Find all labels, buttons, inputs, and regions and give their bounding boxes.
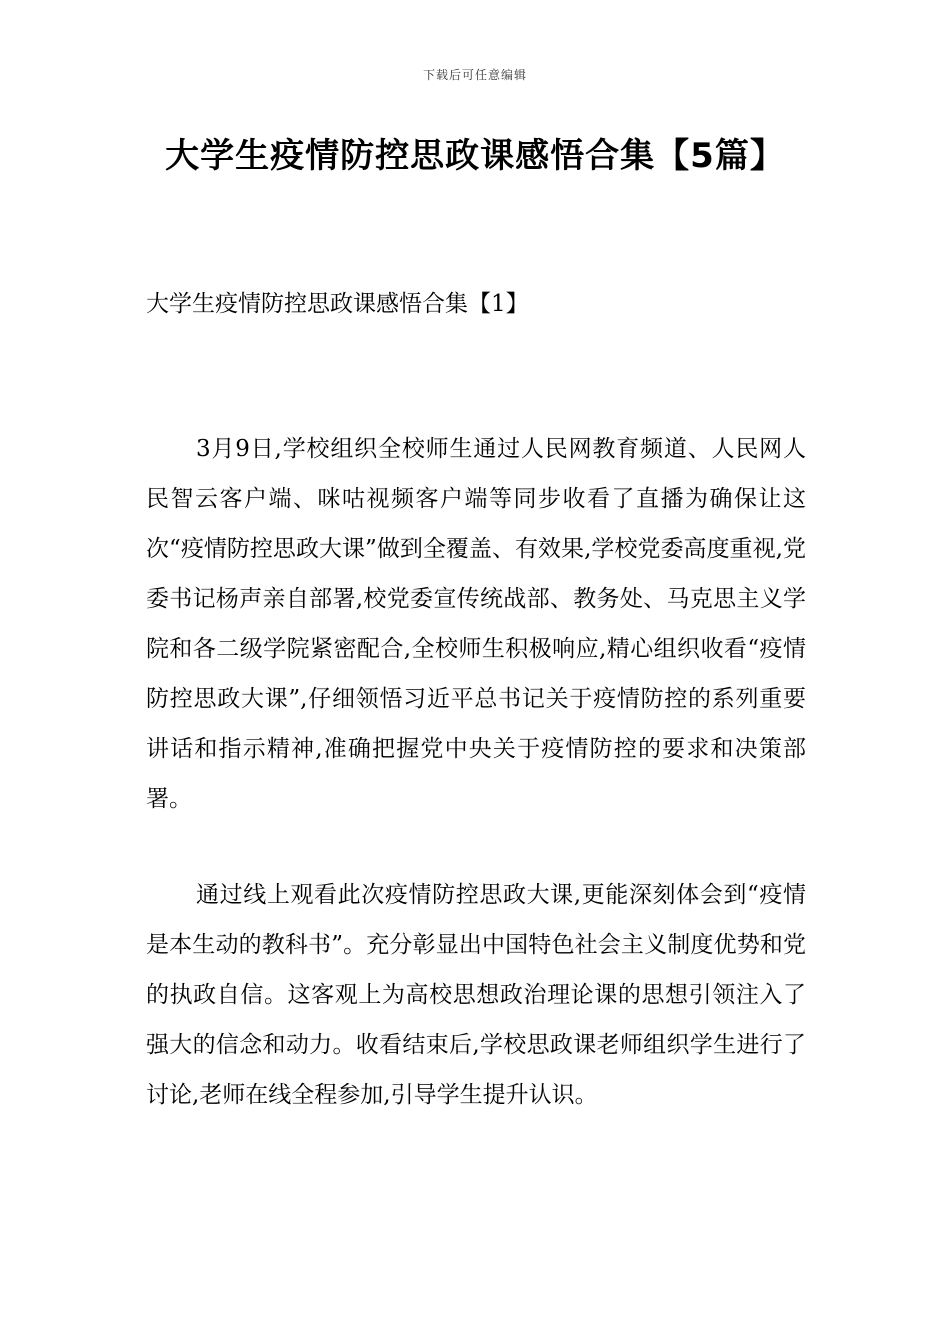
body-paragraph-2: 通过线上观看此次疫情防控思政大课,更能深刻体会到“疫情是本生动的教科书”。充分彰显出中国特色社会主义制度优势和党的执政自信。这客观上为高校思想政治理论课的思想引领注入了强大的信念和动力。收看结束后,学校思政课老师组织学生进行了讨论,老师在线全程参加,引导学生提升认识。 bbox=[146, 882, 806, 1108]
document-title: 大学生疫情防控思政课感悟合集【5篇】 bbox=[165, 136, 785, 176]
section-heading: 大学生疫情防控思政课感悟合集【1】 bbox=[146, 291, 529, 317]
body-paragraph-1: 3月9日,学校组织全校师生通过人民网教育频道、人民网人民智云客户端、咪咕视频客户端等同步收看了直播为确保让这次“疫情防控思政大课”做到全覆盖、有效果,学校党委高度重视,党委书记杨声亲自部署,校党委宣传统战部、教务处、马克思主义学院和各二级学院紧密配合,全校师生积极响应,精心组织收看“疫情防控思政大课”,仔细领悟习近平总书记关于疫情防控的系列重要讲话和指示精神,准确把握党中央关于疫情防控的要求和决策部署。 bbox=[146, 436, 806, 812]
header-note: 下载后可任意编辑 bbox=[422, 68, 527, 82]
